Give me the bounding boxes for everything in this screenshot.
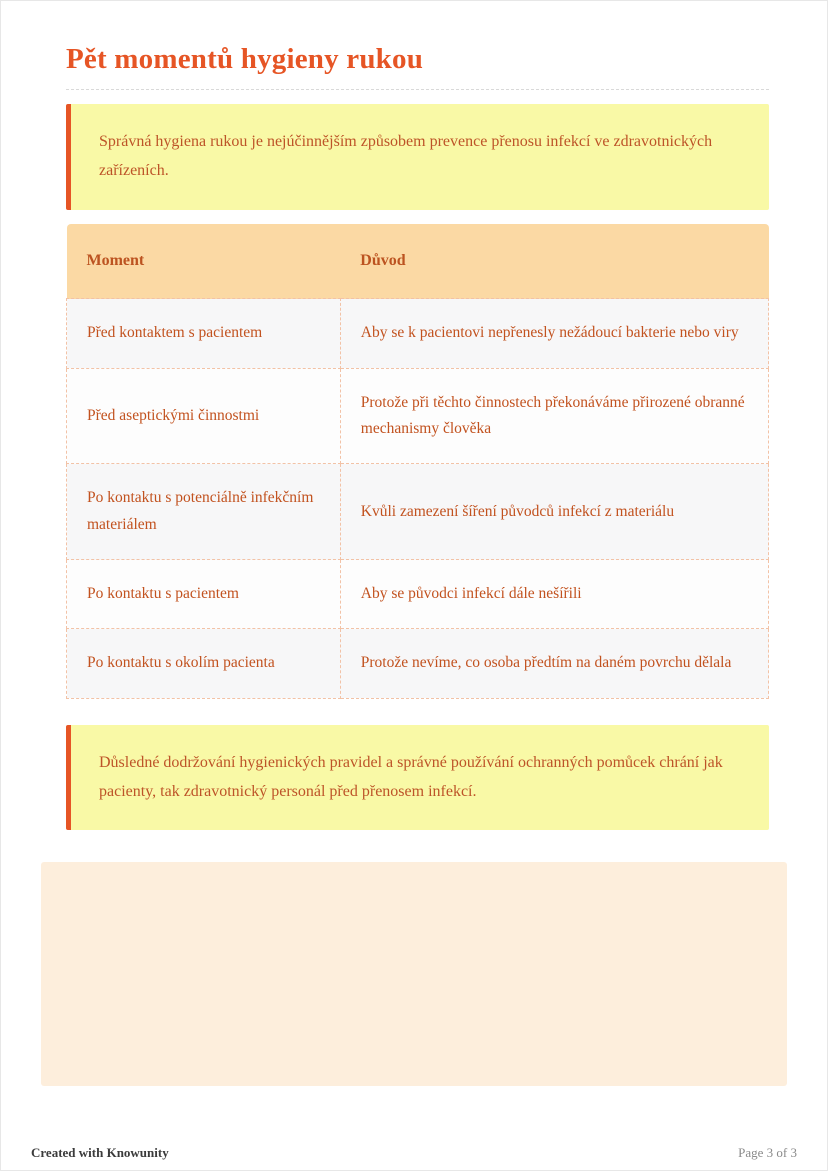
table-header-row xyxy=(67,224,769,299)
cell-moment: Po kontaktu s potenciálně infekčním materiálem xyxy=(67,464,341,560)
callout-intro xyxy=(66,104,769,210)
page-title: Pět momentů hygieny rukou xyxy=(66,43,769,90)
cell-moment: Před kontaktem s pacientem xyxy=(67,299,341,368)
cell-moment: Před aseptickými činnostmi xyxy=(67,368,341,464)
page-content xyxy=(1,1,827,830)
image-placeholder xyxy=(41,862,787,1086)
column-header-reason: Důvod xyxy=(340,224,768,299)
cell-reason: Protože nevíme, co osoba předtím na daném povrchu dělala xyxy=(340,629,768,698)
table-row xyxy=(67,560,769,629)
cell-reason: Protože při těchto činnostech překonáváme přirozené obranné mechanismy člověka xyxy=(340,368,768,464)
page-number: Page 3 of 3 xyxy=(738,1145,797,1160)
created-with-label: Created with Knowunity xyxy=(31,1145,169,1160)
moments-table-body xyxy=(67,299,769,698)
cell-reason: Aby se k pacientovi nepřenesly nežádoucí bakterie nebo viry xyxy=(340,299,768,368)
cell-moment: Po kontaktu s okolím pacienta xyxy=(67,629,341,698)
table-row xyxy=(67,368,769,464)
table-row xyxy=(67,299,769,368)
cell-moment: Po kontaktu s pacientem xyxy=(67,560,341,629)
moments-table xyxy=(66,224,769,699)
callout-conclusion xyxy=(66,725,769,831)
callout-conclusion-text: Důsledné dodržování hygienických pravidel a správné používání ochranných pomůcek chrání jak pacienty, tak zdravotnický personál před přenosem infekcí. xyxy=(99,753,723,800)
page-footer xyxy=(1,1145,827,1161)
callout-intro-text: Správná hygiena rukou je nejúčinnějším způsobem prevence přenosu infekcí ve zdravotnických zařízeních. xyxy=(99,133,713,179)
moments-table-head xyxy=(67,224,769,299)
cell-reason: Kvůli zamezení šíření původců infekcí z materiálu xyxy=(340,464,768,560)
column-header-moment: Moment xyxy=(67,224,341,299)
cell-reason: Aby se původci infekcí dále nešířili xyxy=(340,560,768,629)
table-row xyxy=(67,629,769,698)
table-row xyxy=(67,464,769,560)
